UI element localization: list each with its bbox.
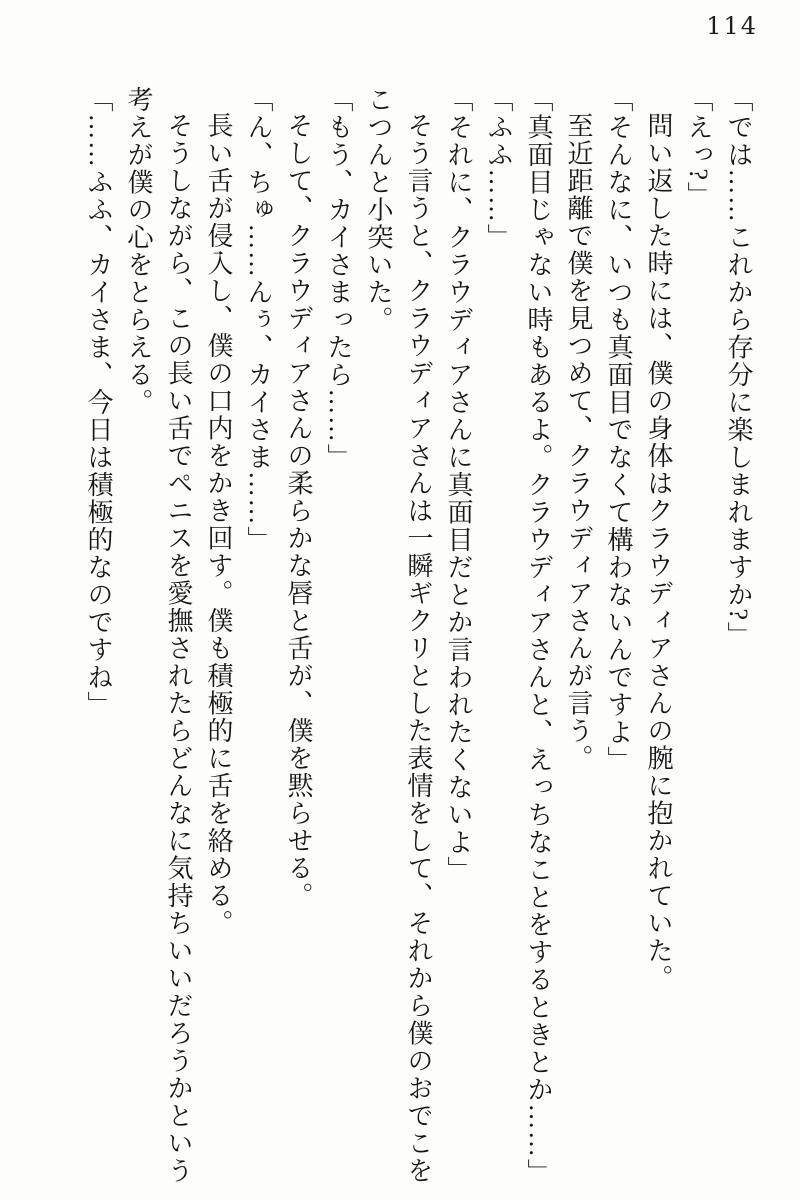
paragraph: そう言うと、クラウディアさんは一瞬ギクリとした表情をして、それから僕のおでこをこつんと小突いた。 [364, 86, 433, 1185]
paragraph: そして、クラウディアさんの柔らかな唇と舌が、僕を黙らせる。 [284, 112, 313, 910]
page-number: 114 [706, 12, 758, 40]
page-text [78, 86, 758, 1196]
paragraph: 「そんなに、いつも真面目でなくて構わないんですよ」 [604, 86, 633, 774]
paragraph: そうしながら、この長い舌でペニスを愛撫されたらどんなに気持ちいいだろうかという考えが僕の心をとらえる。 [124, 86, 193, 1185]
paragraph: 「……ふふ、カイさま、今日は積極的なのですね」 [84, 86, 113, 719]
paragraph: 「それに、クラウディアさんに真面目だとか言われたくないよ」 [444, 86, 473, 884]
paragraph: 「では……これから存分に楽しまれますか?」 [724, 86, 753, 650]
paragraph: 「ん、ちゅ……んぅ、カイさま……」 [244, 86, 273, 554]
paragraph: 「真面目じゃない時もあるよ。クラウディアさんと、えっちなことをするときとか……」 [524, 86, 553, 1186]
paragraph: 問い返した時には、僕の身体はクラウディアさんの腕に抱かれていた。 [644, 112, 673, 992]
paragraph: 「もう、カイさまったら……」 [324, 86, 353, 471]
paragraph: 「ふふ……」 [484, 86, 513, 251]
paragraph: 「えっ?」 [684, 86, 713, 210]
paragraph: 至近距離で僕を見つめて、クラウディアさんが言う。 [564, 112, 593, 772]
paragraph: 長い舌が侵入し、僕の口内をかき回す。僕も積極的に舌を絡める。 [204, 112, 233, 937]
